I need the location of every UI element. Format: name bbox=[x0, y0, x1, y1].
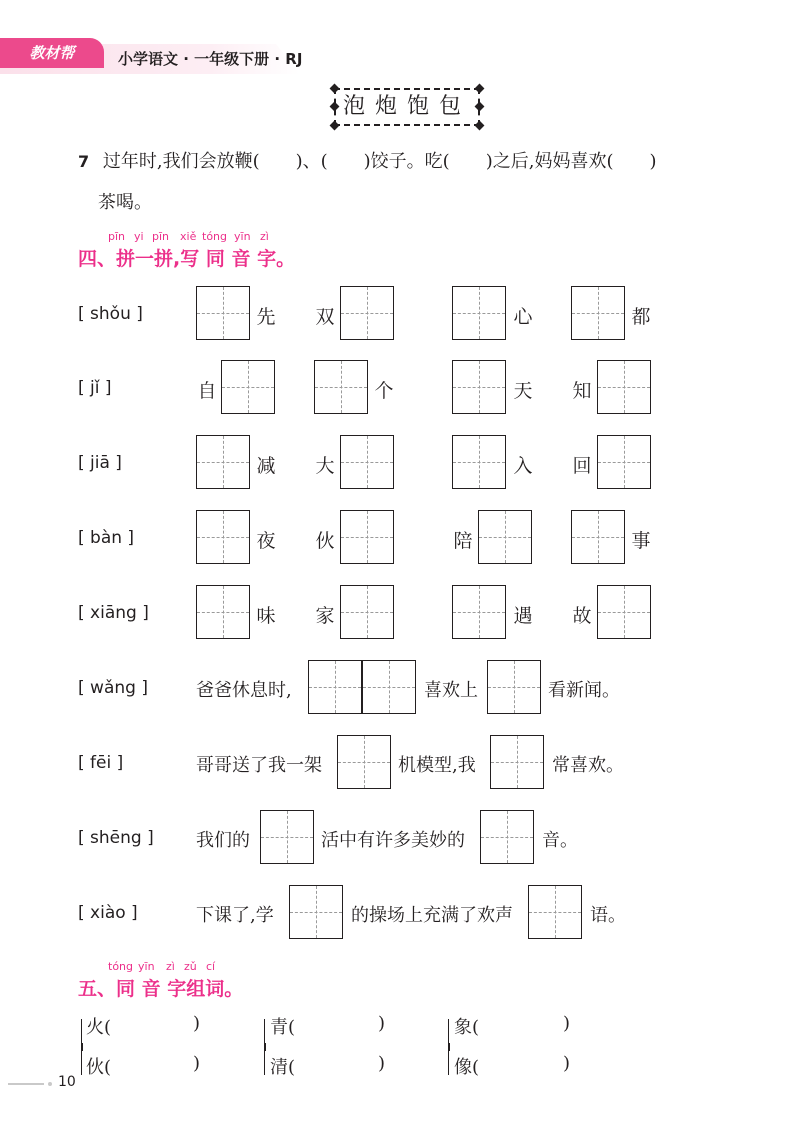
writing-box[interactable] bbox=[196, 585, 250, 639]
writing-box[interactable] bbox=[196, 510, 250, 564]
given-char: 双 bbox=[315, 306, 335, 328]
heading-pinyin: pīn bbox=[108, 230, 126, 243]
given-char: 伙 bbox=[315, 530, 335, 552]
side-diamond-icon bbox=[475, 102, 485, 112]
word-prompt: 青( bbox=[270, 1017, 296, 1038]
writing-box[interactable] bbox=[452, 585, 506, 639]
sentence-part: 机模型,我 bbox=[398, 755, 476, 776]
heading-pinyin: tóng bbox=[202, 230, 227, 243]
given-char: 个 bbox=[374, 380, 394, 402]
word-prompt: 火( bbox=[86, 1017, 112, 1038]
question-number: 7 bbox=[78, 152, 90, 171]
writing-box[interactable] bbox=[597, 435, 651, 489]
writing-box[interactable] bbox=[340, 585, 394, 639]
word-prompt: 象( bbox=[454, 1017, 480, 1038]
sentence-part: 喜欢上 bbox=[424, 680, 478, 701]
writing-box[interactable] bbox=[597, 585, 651, 639]
corner-diamond-icon bbox=[475, 84, 485, 94]
question-7 bbox=[78, 147, 657, 177]
writing-box[interactable] bbox=[221, 360, 275, 414]
writing-box[interactable] bbox=[490, 735, 544, 789]
given-char: 回 bbox=[572, 455, 592, 477]
row-pinyin: [ shǒu ] bbox=[78, 304, 143, 324]
given-char: 故 bbox=[572, 605, 592, 627]
heading-pinyin: pīn bbox=[152, 230, 170, 243]
page-number: 10 bbox=[58, 1074, 76, 1090]
writing-box[interactable] bbox=[340, 510, 394, 564]
char-group-box bbox=[334, 88, 480, 126]
given-char: 陪 bbox=[453, 530, 473, 552]
sentence-part: 看新闻。 bbox=[548, 680, 620, 701]
sentence-part: 活中有许多美妙的 bbox=[321, 830, 465, 851]
given-char: 味 bbox=[256, 605, 276, 627]
sentence-part: 音。 bbox=[542, 830, 578, 851]
section-4-title: 四、拼一拼,写 同 音 字。 bbox=[78, 248, 296, 270]
close-paren: ) bbox=[193, 1053, 201, 1074]
writing-box[interactable] bbox=[308, 660, 362, 714]
close-paren: ) bbox=[378, 1013, 386, 1034]
question-line-1: 过年时,我们会放鞭( )、( )饺子。吃( )之后,妈妈喜欢( ) bbox=[102, 151, 657, 172]
heading-pinyin: cí bbox=[206, 960, 216, 973]
question-line-2: 茶喝。 bbox=[98, 192, 152, 213]
row-pinyin: [ fēi ] bbox=[78, 753, 124, 773]
writing-box[interactable] bbox=[452, 435, 506, 489]
sentence-part: 哥哥送了我一架 bbox=[196, 755, 322, 776]
writing-box[interactable] bbox=[452, 360, 506, 414]
row-pinyin: [ bàn ] bbox=[78, 528, 135, 548]
word-prompt: 像( bbox=[454, 1057, 480, 1078]
corner-diamond-icon bbox=[330, 84, 340, 94]
heading-pinyin: zǔ bbox=[184, 960, 197, 973]
given-char: 自 bbox=[197, 380, 217, 402]
sentence-part: 语。 bbox=[590, 905, 626, 926]
writing-box[interactable] bbox=[362, 660, 416, 714]
word-prompt: 清( bbox=[270, 1057, 296, 1078]
footer-rule bbox=[8, 1083, 44, 1085]
row-pinyin: [ jiā ] bbox=[78, 453, 122, 473]
side-diamond-icon bbox=[330, 102, 340, 112]
writing-box[interactable] bbox=[528, 885, 582, 939]
close-paren: ) bbox=[193, 1013, 201, 1034]
row-pinyin: [ xiào ] bbox=[78, 903, 138, 923]
row-pinyin: [ wǎng ] bbox=[78, 678, 148, 698]
writing-box[interactable] bbox=[597, 360, 651, 414]
heading-pinyin: zì bbox=[166, 960, 175, 973]
row-pinyin: [ shēng ] bbox=[78, 828, 154, 848]
heading-pinyin: yi bbox=[134, 230, 144, 243]
given-char: 大 bbox=[315, 455, 335, 477]
corner-diamond-icon bbox=[475, 121, 485, 131]
heading-pinyin: xiě bbox=[180, 230, 197, 243]
close-paren: ) bbox=[378, 1053, 386, 1074]
given-char: 家 bbox=[315, 605, 335, 627]
given-char: 事 bbox=[631, 530, 651, 552]
writing-box[interactable] bbox=[196, 286, 250, 340]
given-char: 减 bbox=[256, 455, 276, 477]
sentence-part: 常喜欢。 bbox=[552, 755, 624, 776]
corner-diamond-icon bbox=[330, 121, 340, 131]
heading-pinyin: tóng bbox=[108, 960, 133, 973]
sentence-part: 的操场上充满了欢声 bbox=[351, 905, 513, 926]
writing-box[interactable] bbox=[260, 810, 314, 864]
sentence-part: 我们的 bbox=[196, 830, 250, 851]
writing-box[interactable] bbox=[478, 510, 532, 564]
heading-pinyin: zì bbox=[260, 230, 269, 243]
close-paren: ) bbox=[563, 1053, 571, 1074]
given-char: 知 bbox=[572, 380, 592, 402]
heading-pinyin: yīn bbox=[234, 230, 251, 243]
sentence-part: 下课了,学 bbox=[196, 905, 274, 926]
given-char: 入 bbox=[513, 455, 533, 477]
section-5-title: 五、同 音 字组词。 bbox=[78, 978, 244, 1000]
writing-box[interactable] bbox=[337, 735, 391, 789]
footer-dot bbox=[48, 1082, 52, 1086]
sentence-part: 爸爸休息时, bbox=[196, 680, 292, 701]
writing-box[interactable] bbox=[289, 885, 343, 939]
writing-box[interactable] bbox=[571, 510, 625, 564]
writing-box[interactable] bbox=[196, 435, 250, 489]
heading-pinyin: yīn bbox=[138, 960, 155, 973]
given-char: 夜 bbox=[256, 530, 276, 552]
given-char: 遇 bbox=[513, 605, 533, 627]
given-char: 天 bbox=[513, 380, 533, 402]
writing-box[interactable] bbox=[340, 286, 394, 340]
writing-box[interactable] bbox=[480, 810, 534, 864]
brand-badge: 教材帮 bbox=[0, 38, 104, 68]
row-pinyin: [ xiāng ] bbox=[78, 603, 149, 623]
given-char: 都 bbox=[631, 306, 651, 328]
writing-box[interactable] bbox=[487, 660, 541, 714]
char-group-text: 泡炮饱包 bbox=[342, 94, 471, 119]
given-char: 心 bbox=[513, 306, 533, 328]
book-title: 小学语文 · 一年级下册 · RJ bbox=[118, 50, 303, 68]
word-prompt: 伙( bbox=[86, 1057, 112, 1078]
writing-box[interactable] bbox=[314, 360, 368, 414]
row-pinyin: [ jǐ ] bbox=[78, 378, 112, 398]
writing-box[interactable] bbox=[571, 286, 625, 340]
given-char: 先 bbox=[256, 306, 276, 328]
close-paren: ) bbox=[563, 1013, 571, 1034]
writing-box[interactable] bbox=[340, 435, 394, 489]
writing-box[interactable] bbox=[452, 286, 506, 340]
